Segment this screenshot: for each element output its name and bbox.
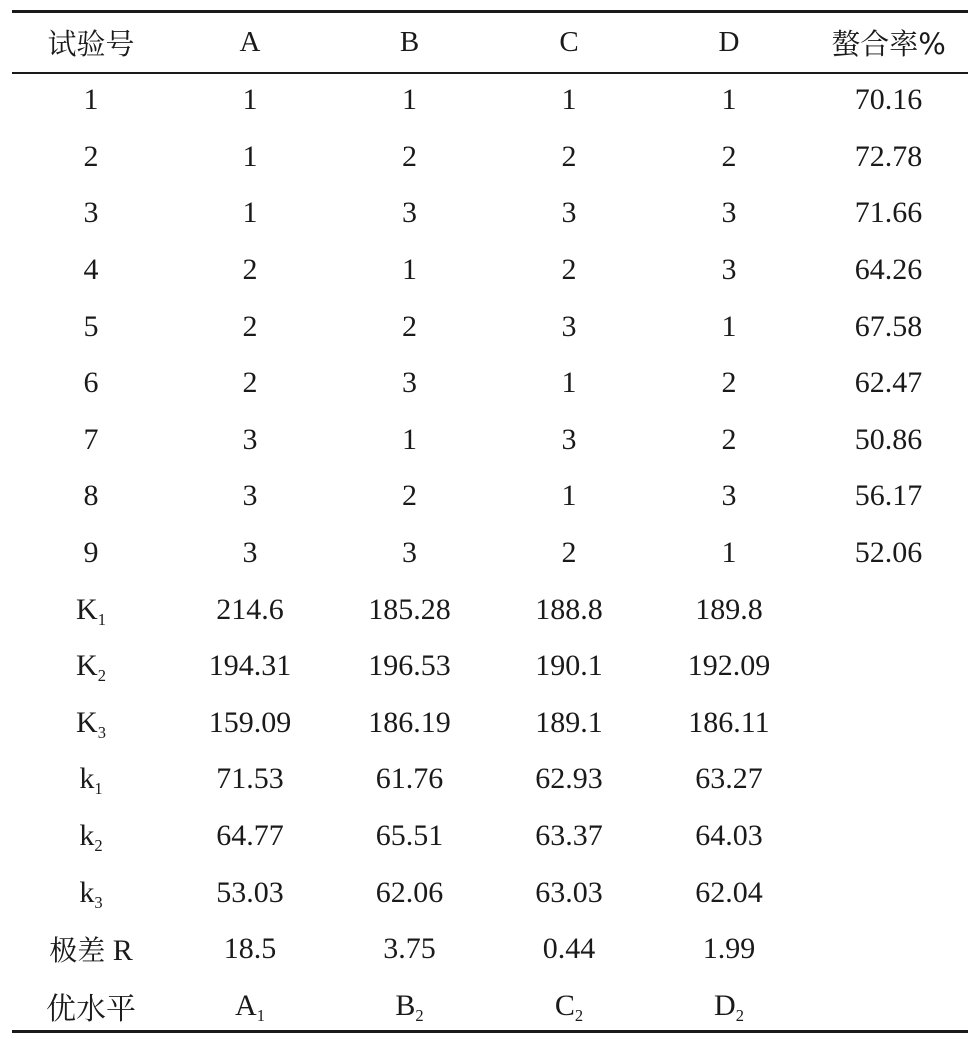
optimal-c: $C_2$	[554, 988, 584, 1025]
run-number: 9	[83, 536, 99, 570]
stat-d: 63.27	[695, 762, 763, 796]
level-a: 1	[242, 196, 258, 230]
empty-cell	[809, 695, 968, 752]
level-b: 3	[402, 196, 417, 230]
level-b: 1	[402, 253, 417, 287]
empty-cell	[809, 978, 968, 1035]
header-factor-b: B	[399, 26, 420, 58]
level-a: 1	[242, 83, 258, 117]
level-c: 1	[561, 366, 577, 400]
stats-row-K3	[12, 695, 968, 752]
stat-a: 194.31	[208, 649, 292, 683]
level-a: 3	[242, 422, 258, 456]
stat-d: 186.11	[688, 705, 770, 739]
level-d: 3	[721, 196, 737, 230]
level-b: 3	[402, 366, 417, 400]
header-chelation-rate: 螯合率%	[831, 27, 946, 61]
level-d: 2	[721, 139, 737, 173]
stat-c: 188.8	[535, 592, 603, 626]
run-number: 1	[83, 83, 99, 117]
stat-a: 64.77	[216, 819, 284, 853]
stats-row-k3	[12, 864, 968, 921]
chelation-rate: 70.16	[854, 83, 923, 117]
stat-d: 62.04	[695, 875, 763, 909]
run-number: 7	[83, 422, 99, 456]
stat-c: 63.37	[535, 819, 603, 853]
chelation-rate: 72.78	[854, 139, 923, 173]
level-c: 2	[561, 253, 577, 287]
stat-b: 186.19	[368, 705, 451, 739]
header-factor-c: C	[559, 26, 579, 58]
stats-row-K2	[12, 638, 968, 695]
table-row	[12, 129, 968, 186]
stat-a: 53.03	[216, 875, 284, 909]
optimal-a: $A_1$	[235, 988, 265, 1025]
run-number: 8	[83, 479, 99, 513]
level-a: 2	[242, 366, 258, 400]
header-test-no: 试验号	[47, 27, 135, 61]
range-c: 0.44	[542, 932, 596, 966]
level-d: 2	[721, 366, 737, 400]
level-c: 3	[561, 309, 577, 343]
stat-d: 192.09	[687, 649, 771, 683]
stat-a: 71.53	[216, 762, 284, 796]
stat-label: $k_3$	[79, 875, 103, 912]
stat-label: $k_2$	[79, 819, 103, 855]
range-row	[12, 921, 968, 978]
stat-b: 61.76	[375, 762, 444, 796]
level-d: 1	[721, 309, 737, 343]
optimal-level-label: 优水平	[46, 991, 136, 1027]
stat-label: $K_3$	[76, 705, 106, 742]
chelation-rate: 64.26	[854, 253, 923, 287]
optimal-level-row	[12, 978, 968, 1035]
empty-cell	[809, 921, 968, 978]
empty-cell	[809, 808, 968, 865]
header-row	[12, 13, 968, 72]
table-row	[12, 468, 968, 525]
empty-cell	[809, 864, 968, 921]
level-c: 1	[561, 83, 577, 117]
stats-row-k1	[12, 751, 968, 808]
stat-c: 62.93	[535, 762, 603, 796]
table-row	[12, 525, 968, 582]
level-d: 2	[721, 422, 737, 456]
level-d: 3	[721, 253, 737, 287]
optimal-d: $D_2$	[714, 988, 744, 1025]
stat-b: 185.28	[368, 592, 451, 626]
stat-c: 63.03	[535, 875, 603, 909]
stat-label: $k_1$	[79, 762, 103, 799]
empty-cell	[809, 638, 968, 695]
level-c: 1	[561, 479, 577, 513]
chelation-rate: 56.17	[854, 479, 923, 513]
chelation-rate: 50.86	[854, 422, 923, 456]
level-a: 1	[242, 139, 258, 173]
level-a: 3	[242, 536, 258, 570]
table-header	[12, 13, 968, 72]
stat-b: 196.53	[368, 649, 451, 683]
level-d: 3	[721, 479, 737, 513]
level-b: 1	[402, 422, 417, 456]
level-c: 3	[561, 422, 577, 456]
level-c: 2	[561, 536, 577, 570]
stats-row-K1	[12, 581, 968, 638]
stat-d: 189.8	[695, 592, 763, 626]
table-row	[12, 412, 968, 469]
table-row	[12, 298, 968, 355]
level-a: 2	[242, 253, 258, 287]
stat-c: 189.1	[535, 705, 603, 739]
header-factor-d: D	[718, 26, 740, 58]
table-row	[12, 355, 968, 412]
stat-a: 214.6	[216, 592, 284, 626]
run-number: 5	[83, 309, 99, 343]
level-b: 2	[402, 139, 417, 173]
level-d: 1	[721, 83, 737, 117]
chelation-rate: 52.06	[854, 536, 923, 570]
level-b: 2	[402, 309, 417, 343]
chelation-rate: 67.58	[854, 309, 923, 343]
stat-label: $K_1$	[76, 592, 106, 629]
table-row	[12, 185, 968, 242]
optimal-b: $B_2$	[395, 988, 424, 1025]
level-c: 2	[561, 139, 577, 173]
range-a: 18.5	[223, 932, 277, 966]
level-a: 2	[242, 309, 258, 343]
stats-row-k2	[12, 808, 968, 865]
range-d: 1.99	[702, 932, 756, 966]
chelation-rate: 62.47	[854, 366, 923, 400]
stat-label: $K_2$	[76, 649, 106, 685]
empty-cell	[809, 581, 968, 638]
empty-cell	[809, 751, 968, 808]
run-number: 6	[83, 366, 99, 400]
table-row	[12, 72, 968, 129]
level-b: 2	[402, 479, 417, 513]
run-number: 3	[83, 196, 99, 230]
level-b: 1	[402, 83, 417, 117]
orthogonal-test-table	[12, 13, 968, 1034]
stat-d: 64.03	[695, 819, 763, 853]
range-label: 极差 R	[49, 934, 133, 968]
header-factor-a: A	[239, 26, 261, 58]
table-body	[12, 72, 968, 1034]
run-number: 4	[83, 253, 99, 287]
stat-b: 62.06	[375, 875, 444, 909]
stat-a: 159.09	[208, 705, 292, 739]
run-number: 2	[83, 139, 99, 173]
level-c: 3	[561, 196, 577, 230]
level-d: 1	[721, 536, 737, 570]
level-a: 3	[242, 479, 258, 513]
chelation-rate: 71.66	[854, 196, 923, 230]
stat-c: 190.1	[535, 649, 603, 683]
stat-b: 65.51	[375, 819, 444, 853]
level-b: 3	[402, 536, 417, 570]
table-row	[12, 242, 968, 299]
range-b: 3.75	[383, 932, 436, 966]
